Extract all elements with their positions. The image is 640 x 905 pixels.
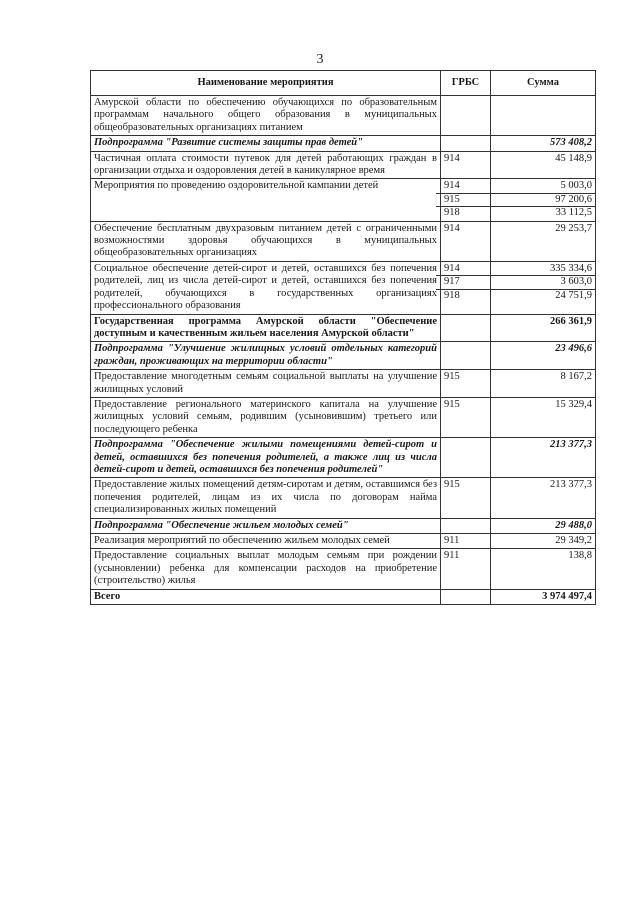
subprogram-row: [91, 438, 596, 478]
total-row: [91, 589, 596, 604]
row-sum-value: 29 488,0: [555, 519, 592, 531]
table-row: [91, 478, 596, 518]
row-grbs: [441, 151, 491, 179]
row-grbs: [441, 314, 491, 342]
row-name: Всего: [91, 589, 441, 604]
page-number: 3: [316, 52, 324, 67]
row-sum-value: 3 603,0: [491, 275, 595, 288]
row-sum: [491, 397, 596, 437]
row-sum-value: 266 361,9: [550, 315, 592, 327]
table-row: [91, 221, 596, 261]
row-name: Предоставление социальных выплат молодым семьям при рождении (усыновлении) ребенка для компенсации расходов на приобретение (строительство) жилья: [91, 549, 441, 589]
row-name: Предоставление многодетным семьям социальной выплаты на улучшение жилищных условий: [91, 370, 441, 398]
row-grbs: [441, 370, 491, 398]
row-sum-value: 3 974 497,4: [542, 590, 592, 602]
row-name: Социальное обеспечение детей-сирот и детей, оставшихся без попечения родителей, лиц из числа детей-сирот и детей, оставшихся без попечения родителей, обучающихся в государственных организациях профессионального образования: [91, 261, 441, 314]
row-sum-value: 33 112,5: [491, 206, 595, 219]
row-sum-value: 5 003,0: [560, 180, 592, 192]
row-name: Подпрограмма "Обеспечение жильем молодых семей": [91, 518, 441, 533]
row-sum: [491, 478, 596, 518]
row-name: Мероприятия по проведению оздоровительной кампании детей: [91, 179, 441, 221]
row-grbs: [441, 518, 491, 533]
row-sum: [491, 136, 596, 151]
row-grbs: [441, 261, 491, 314]
row-grbs-value: 915: [436, 193, 490, 206]
row-grbs: [441, 179, 491, 221]
row-name: Государственная программа Амурской области "Обеспечение доступным и качественным жильем населения Амурской области": [91, 314, 441, 342]
table-header-row: [91, 71, 596, 96]
row-sum: [491, 96, 596, 136]
row-grbs: [441, 136, 491, 151]
row-sum: [491, 438, 596, 478]
row-sum-value: 45 148,9: [555, 152, 592, 164]
subprogram-row: [91, 518, 596, 533]
row-sum: [491, 518, 596, 533]
row-sum-value: 29 253,7: [555, 222, 592, 234]
table-row: [91, 261, 596, 314]
table-row: [91, 549, 596, 589]
row-sum-value: 138,8: [568, 550, 592, 562]
row-sum: [491, 534, 596, 549]
row-grbs: [441, 549, 491, 589]
row-grbs: [441, 438, 491, 478]
row-name: Подпрограмма "Улучшение жилищных условий отдельных категорий граждан, проживающих на территории области": [91, 342, 441, 370]
row-name: Предоставление жилых помещений детям-сиротам и детям, оставшимся без попечения родителей, лицам из их числа по договорам найма специализированных жилых помещений: [91, 478, 441, 518]
subprogram-row: [91, 342, 596, 370]
row-sum-value: 97 200,6: [491, 193, 595, 206]
row-sum-value: 15 329,4: [555, 398, 592, 410]
row-name: Подпрограмма "Развитие системы защиты прав детей": [91, 136, 441, 151]
row-grbs-value: 918: [436, 289, 490, 302]
row-grbs-value: 914: [444, 222, 460, 234]
row-name: Реализация мероприятий по обеспечению жильем молодых семей: [91, 534, 441, 549]
row-grbs-value: 911: [444, 535, 460, 546]
table-row: [91, 397, 596, 437]
table-row: [91, 370, 596, 398]
row-grbs-value: 915: [444, 371, 460, 383]
row-name: Предоставление регионального материнского капитала на улучшение жилищных условий семьям, родившим (усыновившим) третьего или последующего ребенка: [91, 397, 441, 437]
row-sum-value: 8 167,2: [560, 371, 592, 383]
row-grbs: [441, 96, 491, 136]
row-name: Амурской области по обеспечению обучающихся по образовательным программам начального общего образования в муниципальных общеобразовательных организациях питанием: [91, 96, 441, 136]
row-grbs: [441, 589, 491, 604]
row-grbs: [441, 342, 491, 370]
row-grbs: [441, 397, 491, 437]
row-grbs-value: 915: [444, 398, 460, 410]
row-grbs-value: 914: [444, 180, 460, 192]
row-sum: [491, 314, 596, 342]
table-row: [91, 534, 596, 549]
table-row: [91, 179, 596, 221]
table-row: [91, 96, 596, 136]
row-grbs-value: 917: [436, 275, 490, 288]
row-grbs-value: 915: [444, 479, 460, 491]
header-name: Наименование мероприятия: [91, 71, 441, 96]
subprogram-row: [91, 136, 596, 151]
row-sum-value: 335 334,6: [550, 262, 592, 274]
row-sum-value: 23 496,6: [555, 343, 592, 355]
row-grbs-value: 911: [444, 550, 460, 562]
row-sum-value: 573 408,2: [550, 137, 592, 149]
row-grbs-value: 914: [444, 152, 460, 164]
row-name: Подпрограмма "Обеспечение жилыми помещениями детей-сирот и детей, оставшихся без попечения родителей, а также лиц из числа детей-сирот и детей, оставшихся без попечения родителей": [91, 438, 441, 478]
row-sum-value: 213 377,3: [550, 479, 592, 491]
row-sum-value: 213 377,3: [550, 439, 592, 451]
row-sum: [491, 589, 596, 604]
row-name: Частичная оплата стоимости путевок для детей работающих граждан в организации отдыха и оздоровления детей в каникулярное время: [91, 151, 441, 179]
row-sum: [491, 179, 596, 221]
row-name: Обеспечение бесплатным двухразовым питанием детей с ограниченными возможностями здоровья обучающихся в муниципальных общеобразовательных организациях: [91, 221, 441, 261]
row-grbs: [441, 221, 491, 261]
row-sum-value: 24 751,9: [491, 289, 595, 302]
budget-table: [90, 70, 596, 605]
header-sum: Сумма: [491, 71, 596, 96]
row-grbs-value: 918: [436, 206, 490, 219]
header-grbs: ГРБС: [441, 71, 491, 96]
row-sum: [491, 342, 596, 370]
row-sum: [491, 549, 596, 589]
row-sum: [491, 370, 596, 398]
row-sum: [491, 221, 596, 261]
row-sum-value: 29 349,2: [555, 535, 592, 546]
row-grbs: [441, 534, 491, 549]
row-grbs-value: 914: [444, 262, 460, 274]
program-row: [91, 314, 596, 342]
row-sum: [491, 261, 596, 314]
row-sum: [491, 151, 596, 179]
table-row: [91, 151, 596, 179]
row-grbs: [441, 478, 491, 518]
